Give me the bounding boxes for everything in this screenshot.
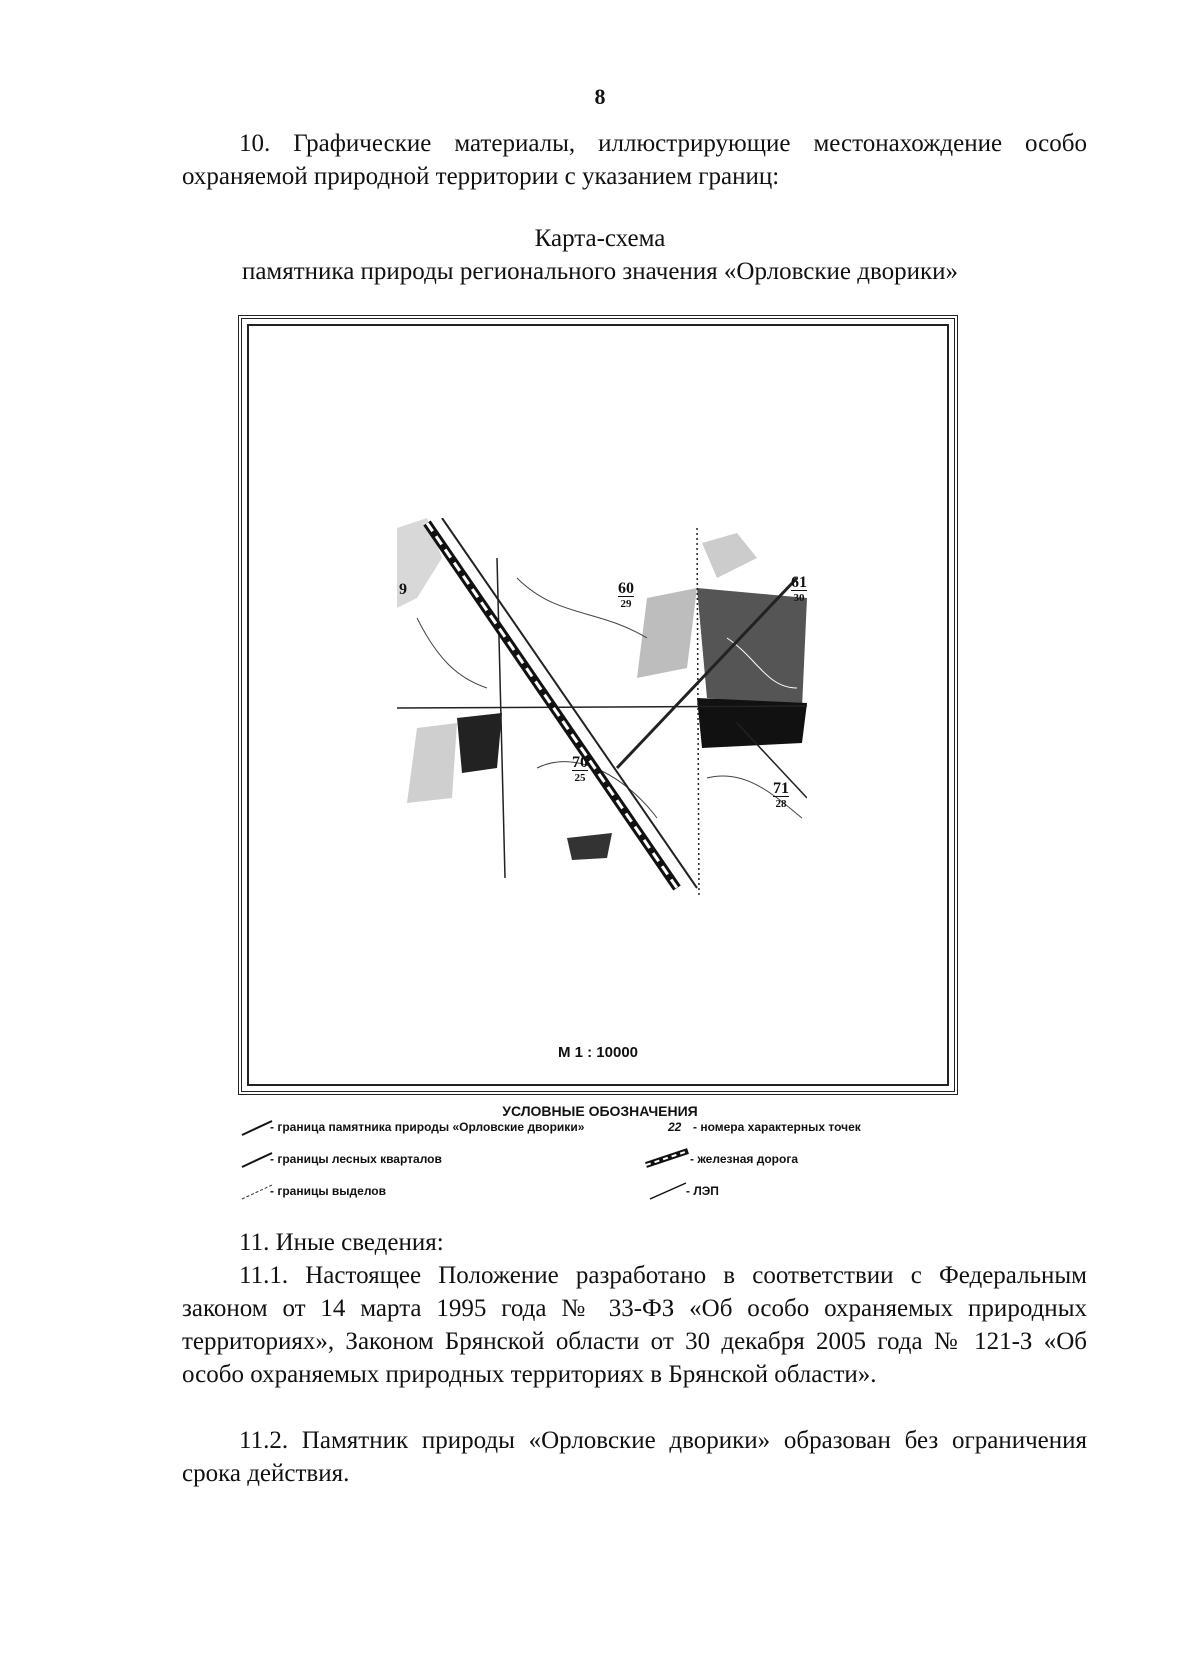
- map-inner-border: [247, 324, 949, 1086]
- quarter-label-70: 70 25: [572, 754, 588, 784]
- legend-item-parcel-boundaries: - границы выделов: [270, 1184, 387, 1198]
- parcel-dark: [567, 833, 612, 860]
- parcel-shade: [407, 723, 457, 803]
- legend-item-railway: - железная дорога: [690, 1152, 798, 1166]
- legend-item-monument-boundary: - граница памятника природы «Орловские дворики»: [270, 1120, 585, 1134]
- legend-title: УСЛОВНЫЕ ОБОЗНАЧЕНИЯ: [502, 1103, 698, 1119]
- section-11-1-text: 11.1. Настоящее Положение разработано в соответствии с Федеральным законом от 14 марта 1995 года № 33-ФЗ «Об особо охраняемых природных территориях», Законом Брянской области от 30 декабря 2005 года № 121-З «Об особо охраняемых природных территориях в Брянской области».: [182, 1262, 1087, 1388]
- road: [442, 518, 697, 888]
- map-title-line2: памятника природы регионального значения «Орловские дворики»: [241, 258, 959, 285]
- monument-boundary-line-icon: [240, 1117, 274, 1137]
- section-10-text: 10. Графические материалы, иллюстрирующие местонахождение особо охраняемой природной территории с указанием границ:: [182, 130, 1087, 190]
- power-line-icon: [648, 1179, 688, 1201]
- map-title: [0, 222, 1200, 288]
- railway-line-icon: [642, 1147, 692, 1169]
- quarter-boundary-line-icon: [240, 1149, 274, 1169]
- monument-boundary: [697, 528, 699, 898]
- section-11-2-text: 11.2. Памятник природы «Орловские дворики» образован без ограничения срока действия.: [182, 1427, 1087, 1487]
- map-scale: М 1 : 10000: [557, 1044, 639, 1061]
- forest-map: [397, 518, 807, 898]
- quarter-label-60: 60 29: [618, 580, 634, 610]
- parcel-shade: [637, 588, 697, 678]
- map-title-line1: Карта-схема: [534, 225, 666, 252]
- legend-item-quarter-boundaries: - границы лесных кварталов: [270, 1152, 442, 1166]
- quarter-label-71: 71 28: [773, 780, 789, 810]
- map-frame: [238, 315, 958, 1095]
- legend-item-point-numbers: - номера характерных точек: [693, 1120, 861, 1134]
- parcel-dark: [457, 713, 502, 773]
- legend: [240, 1103, 960, 1213]
- quarter-label-9: 9: [399, 581, 407, 598]
- parcel-shade: [702, 533, 757, 578]
- legend-point-number-sample: 22: [668, 1120, 682, 1134]
- legend-item-power-line: - ЛЭП: [686, 1184, 719, 1198]
- parcel-dark: [697, 588, 807, 708]
- parcel-boundary: [417, 618, 487, 688]
- quarter-label-61: 61 30: [791, 574, 807, 604]
- parcel-boundary-line-icon: [240, 1181, 274, 1201]
- page-number: 8: [594, 84, 606, 109]
- section-11-heading: 11. Иные сведения:: [239, 1229, 444, 1256]
